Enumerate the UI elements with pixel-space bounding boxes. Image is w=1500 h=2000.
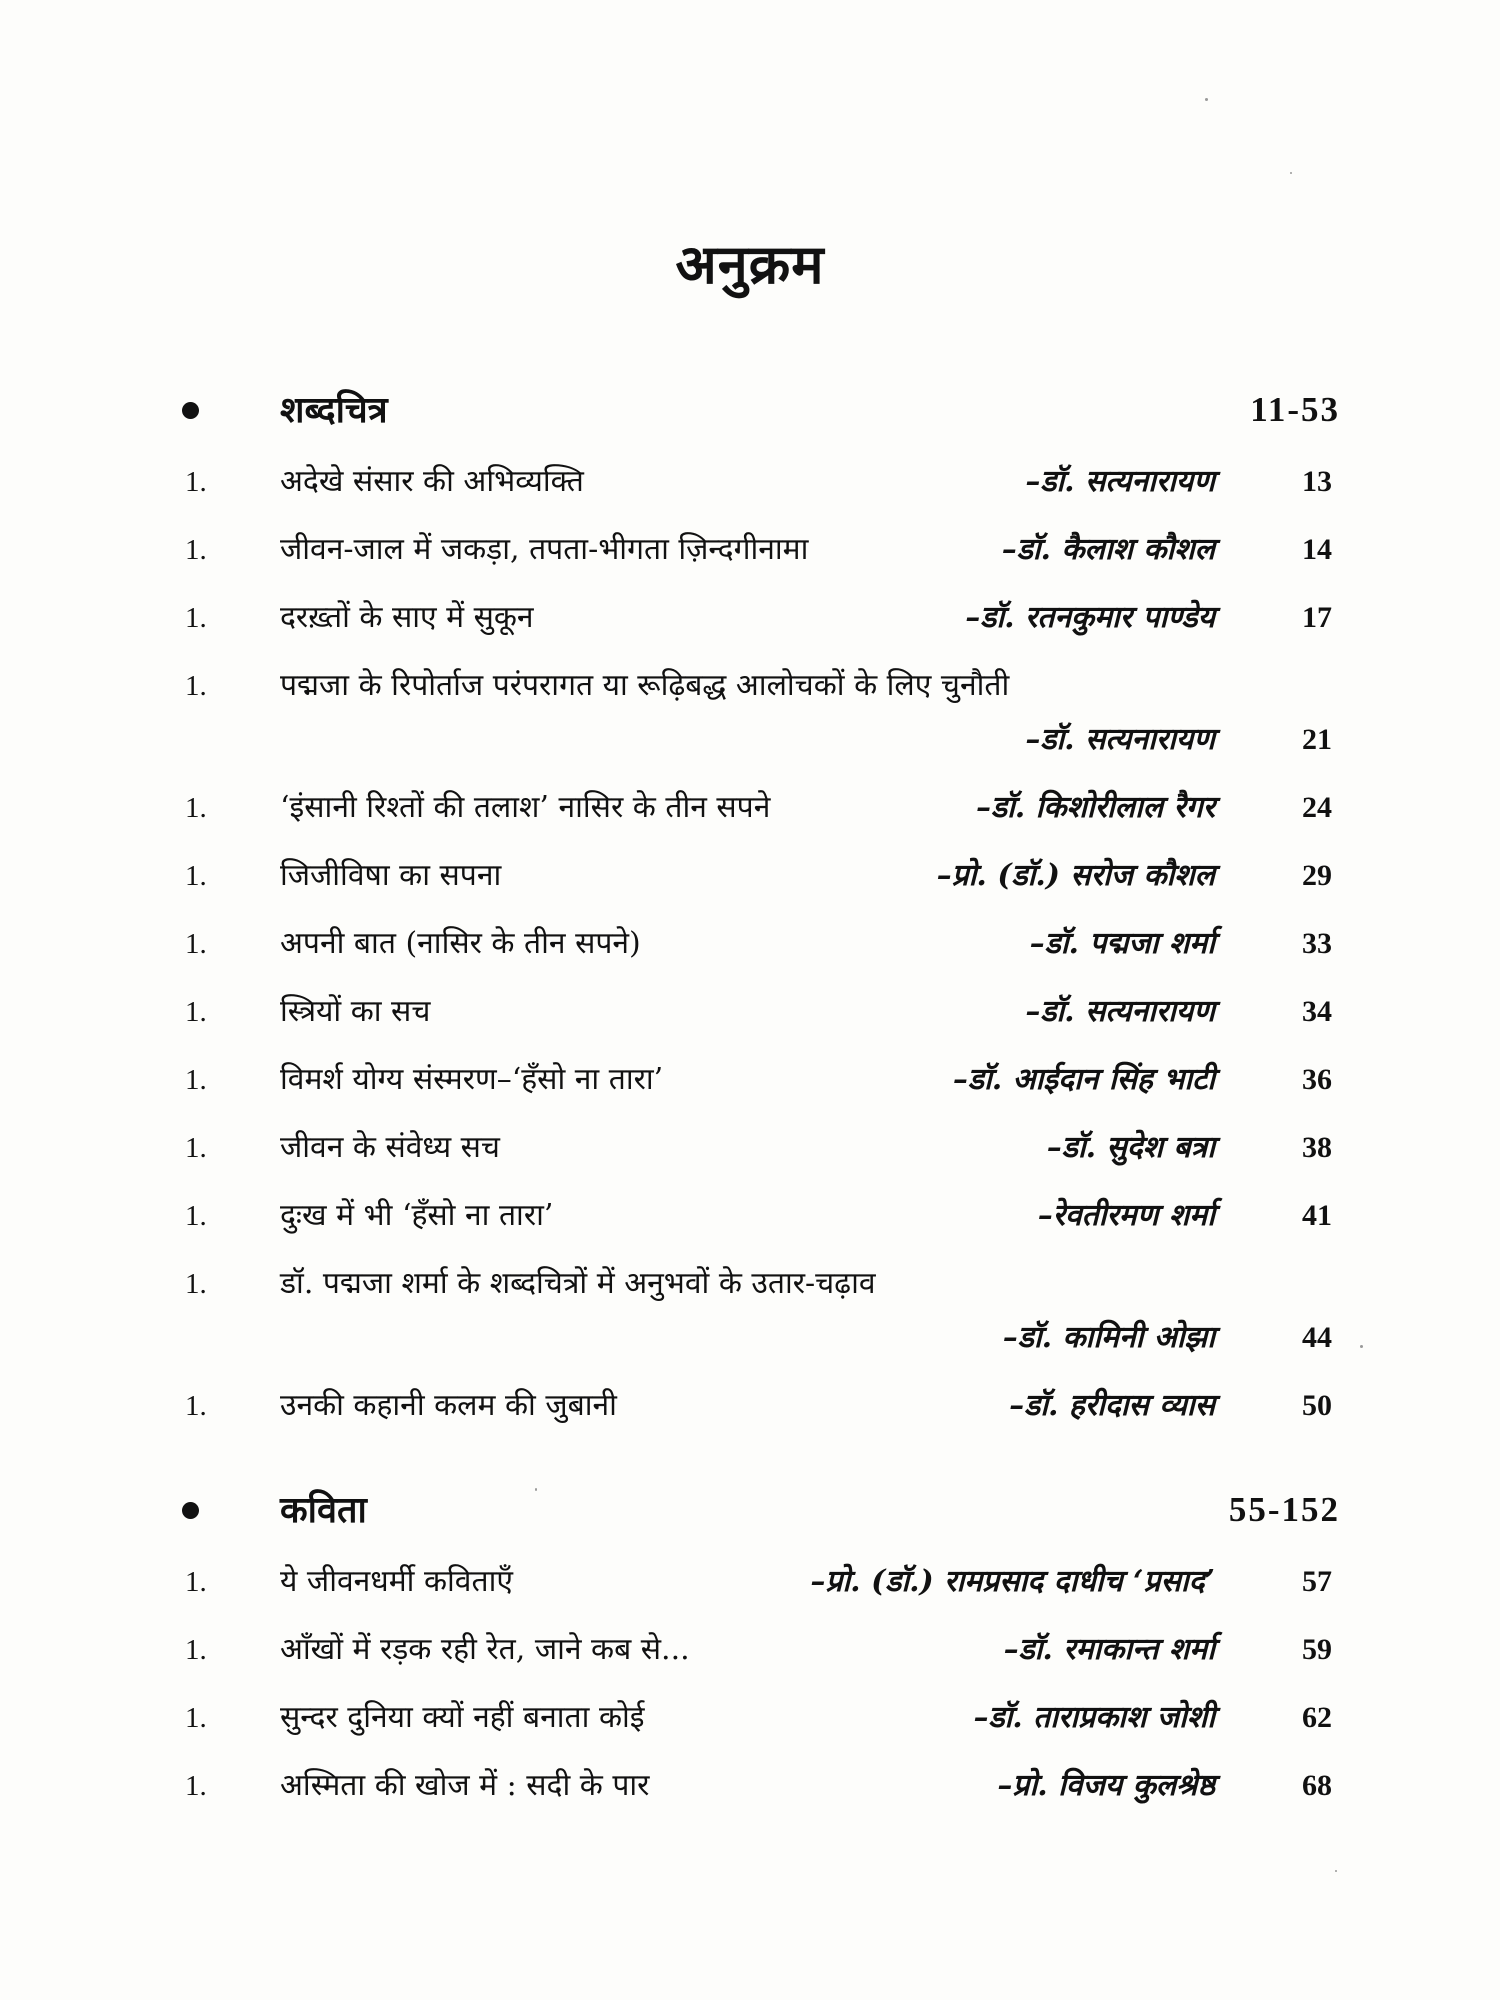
bullet-icon: [182, 1502, 199, 1519]
entry-author: –प्रो. (डॉ.) सरोज कौशल: [936, 858, 1215, 893]
entry-title: उनकी कहानी कलम की जुबानी: [280, 1388, 617, 1423]
entry-page: 14: [1302, 533, 1332, 566]
page-title: अनुक्रम: [675, 232, 825, 296]
entry-title: दुःख में भी ‘हँसो ना तारा’: [280, 1198, 554, 1233]
entry-page: 50: [1302, 1389, 1332, 1422]
toc-entry: [170, 781, 1340, 835]
scan-speck: [1360, 1345, 1363, 1348]
entry-title: डॉ. पद्मजा शर्मा के शब्दचित्रों में अनुभवों के उतार-चढ़ाव: [280, 1266, 876, 1301]
entry-page: 34: [1302, 995, 1332, 1028]
entry-title: जीवन के संवेध्य सच: [280, 1130, 500, 1165]
toc-entry: [170, 659, 1340, 767]
entry-author: –डॉ. कामिनी ओझा: [1002, 1320, 1215, 1355]
entry-number: 1.: [185, 860, 207, 892]
entry-author: –डॉ. कैलाश कौशल: [1001, 532, 1215, 567]
entry-number: 1.: [185, 1064, 207, 1096]
entry-number: 1.: [185, 602, 207, 634]
entry-number: 1.: [185, 1566, 207, 1598]
toc-entry: [170, 1691, 1340, 1745]
toc-entry: [170, 1555, 1340, 1609]
toc-entry: [170, 591, 1340, 645]
entry-page: 24: [1302, 791, 1332, 824]
entry-number: 1.: [185, 1634, 207, 1666]
entry-number: 1.: [185, 996, 207, 1028]
entry-author: –डॉ. रमाकान्त शर्मा: [1003, 1632, 1215, 1667]
entry-author: –डॉ. ताराप्रकाश जोशी: [973, 1700, 1215, 1735]
toc-entry: [170, 1257, 1340, 1365]
entry-number: 1.: [185, 1200, 207, 1232]
scan-speck: [535, 1488, 537, 1491]
entry-author: –डॉ. सुदेश बत्रा: [1046, 1130, 1215, 1165]
entry-number: 1.: [185, 1390, 207, 1422]
entry-author: –डॉ. सत्यनारायण: [1025, 994, 1215, 1029]
section-header: [170, 1480, 1340, 1540]
section-header: [170, 380, 1340, 440]
toc-entry: [170, 985, 1340, 1039]
entry-author: –प्रो. विजय कुलश्रेष्ठ: [997, 1768, 1215, 1803]
entry-page: 41: [1302, 1199, 1332, 1232]
entry-title: सुन्दर दुनिया क्यों नहीं बनाता कोई: [280, 1700, 645, 1735]
section-title: शब्दचित्र: [280, 389, 388, 431]
toc-entry: [170, 455, 1340, 509]
bullet-icon: [182, 402, 199, 419]
section-page-range: 55-152: [1228, 1490, 1340, 1529]
entry-title: स्त्रियों का सच: [280, 994, 431, 1029]
entry-title: जीवन-जाल में जकड़ा, तपता-भीगता ज़िन्दगीनामा: [280, 532, 809, 567]
entry-number: 1.: [185, 534, 207, 566]
entry-author: –डॉ. आईदान सिंह भाटी: [952, 1062, 1215, 1097]
toc-entry: [170, 1759, 1340, 1813]
section-title: कविता: [280, 1489, 367, 1531]
entry-author: –डॉ. पद्मजा शर्मा: [1029, 926, 1215, 961]
entry-page: 21: [1302, 723, 1332, 756]
scan-speck: [1205, 98, 1208, 101]
entry-page: 38: [1302, 1131, 1332, 1164]
entry-number: 1.: [185, 1770, 207, 1802]
toc-entry: [170, 1379, 1340, 1433]
entry-number: 1.: [185, 792, 207, 824]
toc-entry: [170, 1623, 1340, 1677]
entry-number: 1.: [185, 1132, 207, 1164]
entry-title: पद्मजा के रिपोर्ताज परंपरागत या रूढ़िबद्ध आलोचकों के लिए चुनौती: [280, 668, 1010, 703]
entry-number: 1.: [185, 928, 207, 960]
entry-author: –डॉ. हरीदास व्यास: [1009, 1388, 1215, 1423]
toc-entry: [170, 523, 1340, 577]
entry-author: –डॉ. किशोरीलाल रैगर: [975, 790, 1215, 825]
entry-number: 1.: [185, 1702, 207, 1734]
toc-entry: [170, 1189, 1340, 1243]
entry-page: 57: [1302, 1565, 1332, 1598]
toc-entry: [170, 1053, 1340, 1107]
entry-page: 33: [1302, 927, 1332, 960]
entry-title: आँखों में रड़क रही रेत, जाने कब से...: [280, 1632, 690, 1667]
entry-title: अपनी बात (नासिर के तीन सपने): [280, 926, 641, 961]
entry-page: 59: [1302, 1633, 1332, 1666]
entry-author: –डॉ. सत्यनारायण: [1025, 722, 1215, 757]
entry-page: 44: [1302, 1321, 1332, 1354]
entry-title: विमर्श योग्य संस्मरण–‘हँसो ना तारा’: [280, 1062, 664, 1097]
entry-author: –प्रो. (डॉ.) रामप्रसाद दाधीच ‘प्रसाद’: [810, 1564, 1215, 1599]
entry-number: 1.: [185, 670, 207, 702]
toc-entry: [170, 1121, 1340, 1175]
entry-title: ‘इंसानी रिश्तों की तलाश’ नासिर के तीन सपने: [280, 790, 771, 825]
entry-number: 1.: [185, 1268, 207, 1300]
entry-number: 1.: [185, 466, 207, 498]
entry-page: 68: [1302, 1769, 1332, 1802]
entry-title: दरख़्तों के साए में सुकून: [280, 600, 534, 635]
entry-page: 29: [1302, 859, 1332, 892]
section-page-range: 11-53: [1250, 390, 1340, 429]
toc-entry: [170, 849, 1340, 903]
entry-author: –डॉ. रतनकुमार पाण्डेय: [965, 600, 1215, 635]
entry-page: 36: [1302, 1063, 1332, 1096]
entry-title: जिजीविषा का सपना: [280, 858, 502, 893]
entry-title: अस्मिता की खोज में : सदी के पार: [280, 1768, 650, 1803]
entry-title: ये जीवनधर्मी कविताएँ: [280, 1564, 513, 1599]
entry-title: अदेखे संसार की अभिव्यक्ति: [280, 464, 584, 499]
entry-page: 62: [1302, 1701, 1332, 1734]
scan-speck: [1290, 172, 1292, 174]
entry-page: 13: [1302, 465, 1332, 498]
toc-entry: [170, 917, 1340, 971]
entry-author: –डॉ. सत्यनारायण: [1025, 464, 1215, 499]
entry-author: –रेवतीरमण शर्मा: [1037, 1198, 1215, 1233]
scan-speck: [1335, 1870, 1337, 1872]
entry-page: 17: [1302, 601, 1332, 634]
